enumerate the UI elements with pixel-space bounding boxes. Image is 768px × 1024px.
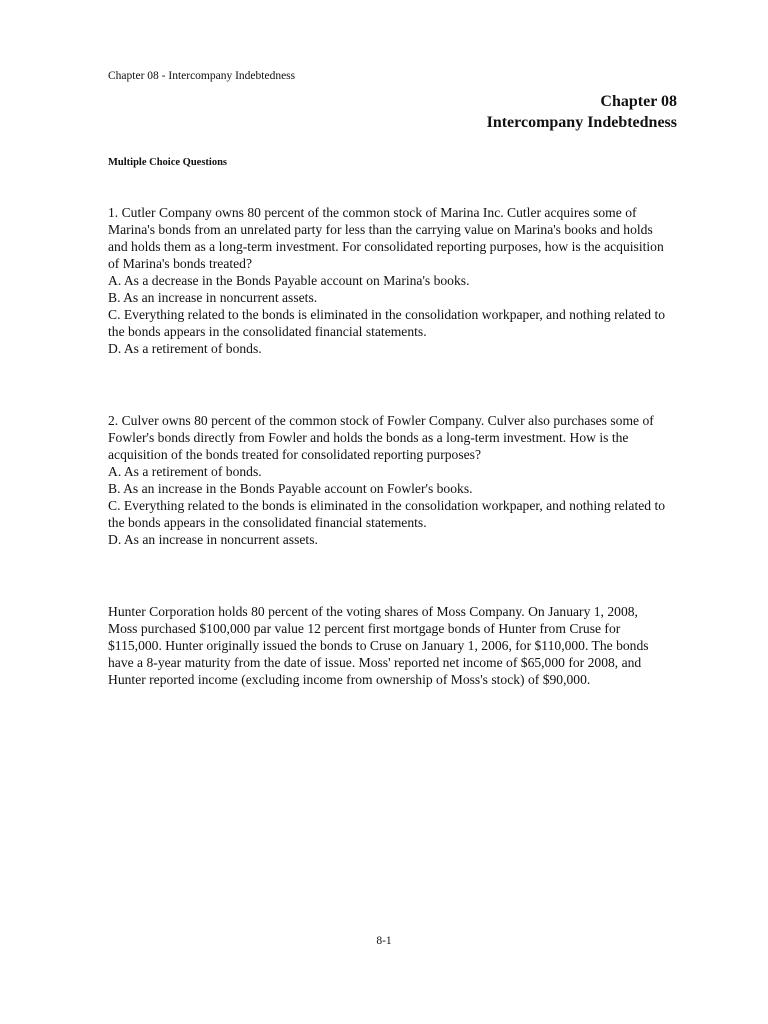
answer-option-c: C. Everything related to the bonds is eliminated in the consolidation workpaper, and nothing related to the bonds appears in the consolidated financial statements.	[108, 307, 666, 339]
chapter-number: Chapter 08	[600, 93, 677, 110]
answer-option-a: A. As a decrease in the Bonds Payable account on Marina's books.	[108, 273, 470, 288]
answer-option-d: D. As an increase in noncurrent assets.	[108, 532, 318, 547]
section-label: Multiple Choice Questions	[108, 157, 228, 168]
page-number: 8-1	[376, 935, 392, 947]
answer-option-a: A. As a retirement of bonds.	[108, 464, 262, 479]
chapter-title-block	[487, 91, 677, 133]
running-header: Chapter 08 - Intercompany Indebtedness	[108, 70, 296, 82]
answer-option-b: B. As an increase in the Bonds Payable account on Fowler's books.	[108, 481, 473, 496]
answer-option-c: C. Everything related to the bonds is eliminated in the consolidation workpaper, and nothing related to the bonds appears in the consolidated financial statements.	[108, 498, 666, 530]
answer-option-b: B. As an increase in noncurrent assets.	[108, 290, 318, 305]
question-stem: 1. Cutler Company owns 80 percent of the common stock of Marina Inc. Cutler acquires some of Marina's bonds from an unrelated party for less than the carrying value on Marina's books and holds and holds them as a long-term investment. For consolidated reporting purposes, how is the acquisition of Marina's bonds treated?	[108, 205, 664, 271]
question-stem: 2. Culver owns 80 percent of the common stock of Fowler Company. Culver also purchases some of Fowler's bonds directly from Fowler and holds the bonds as a long-term investment. How is the acquisition of the bonds treated for consolidated reporting purposes?	[108, 413, 654, 462]
question-2	[108, 412, 668, 548]
scenario-text: Hunter Corporation holds 80 percent of the voting shares of Moss Company. On January 1, 2008, Moss purchased $100,000 par value 12 percent first mortgage bonds of Hunter from Cruse for $115,000. Hunter originally issued the bonds to Cruse on January 1, 2006, for $110,000. The bonds have a 8-year maturity from the date of issue. Moss' reported net income of $65,000 for 2008, and Hunter reported income (excluding income from ownership of Moss's stock) of $90,000.	[108, 604, 649, 687]
chapter-title: Intercompany Indebtedness	[486, 114, 677, 131]
answer-option-d: D. As a retirement of bonds.	[108, 341, 262, 356]
problem-scenario	[108, 603, 668, 688]
question-1	[108, 204, 668, 357]
